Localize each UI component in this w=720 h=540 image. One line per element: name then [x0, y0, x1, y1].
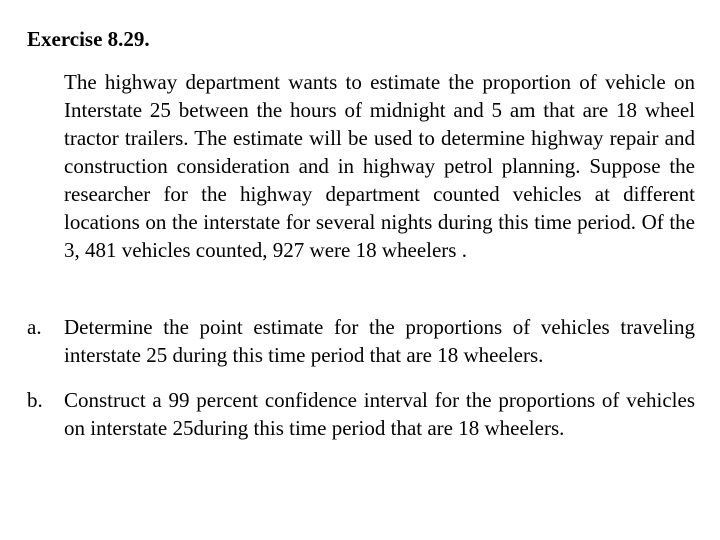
part-a-marker: a. — [27, 315, 42, 339]
exercise-intro-paragraph: The highway department wants to estimate the proportion of vehicle on Interstate 25 between the hours of midnight and 5 am that are 18 wheel tractor trailers. The estimate will be used to determine highway repair and construction consideration and in highway petrol planning. Suppose the researcher for the highway department counted vehicles at different locations on the interstate for several nights during this time period. Of the 3, 481 vehicles counted, 927 were 18 wheelers . — [64, 70, 695, 262]
part-b-marker: b. — [27, 388, 43, 412]
part-a-text: Determine the point estimate for the proportions of vehicles traveling interstate 25 during this time period that are 18 wheelers. — [64, 315, 695, 367]
question-part-b — [27, 386, 695, 442]
part-b-text: Construct a 99 percent confidence interval for the proportions of vehicles on interstate 25during this time period that are 18 wheelers. — [64, 388, 695, 440]
exercise-title: Exercise 8.29. — [27, 27, 150, 51]
question-part-a — [27, 313, 695, 369]
